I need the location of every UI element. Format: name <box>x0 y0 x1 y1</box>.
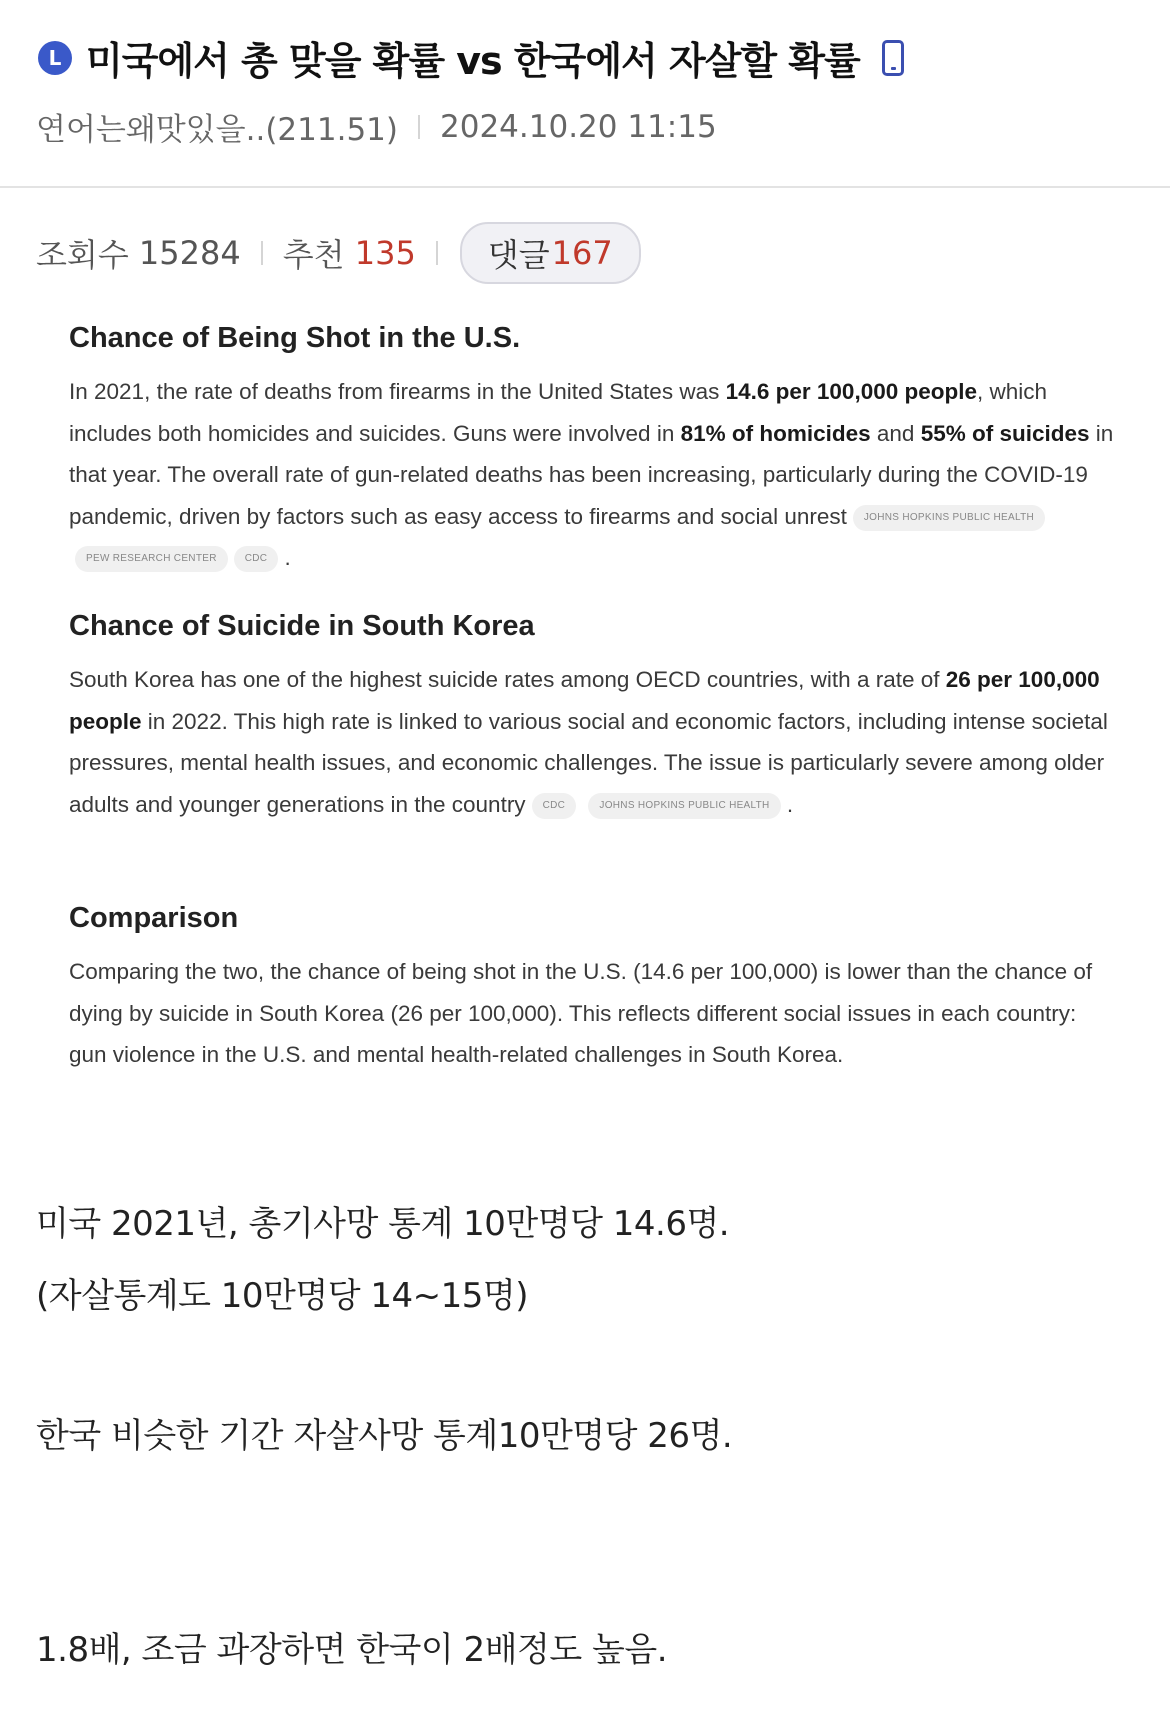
post-title: 미국에서 총 맞을 확률 vs 한국에서 자살할 확률 <box>86 39 860 83</box>
stats-divider <box>436 241 438 265</box>
recommend-label: 추천 <box>282 236 345 274</box>
comments-button[interactable] <box>460 222 641 284</box>
body-line: 1.8배, 조금 과장하면 한국이 2배정도 높음. <box>36 1630 668 1670</box>
section-heading: Chance of Suicide in South Korea <box>69 610 535 642</box>
views-label: 조회수 <box>36 236 129 274</box>
comments-count: 167 <box>551 234 613 272</box>
mobile-icon <box>882 40 904 76</box>
paragraph-text: , which includes both homicides and suicides. Guns were involved in <box>69 379 1048 446</box>
source-chip[interactable]: CDC <box>532 793 577 819</box>
post-datetime: 2024.10.20 11:15 <box>440 108 717 145</box>
source-chip[interactable]: JOHNS HOPKINS PUBLIC HEALTH <box>853 505 1045 531</box>
author-name[interactable]: 연어는왜맛있을..(211.51) <box>36 112 398 148</box>
paragraph-bold: 26 per 100,000 people <box>69 667 1100 734</box>
section-paragraph: In 2021, the rate of deaths from firearms in the United States was 14.6 per 100,000 people, which includes both homicides and suicides. Guns were involved in 81% of homicides and 55% of suicides in that year. The overall rate of gun-related deaths has been increasing, particularly during the COVID-19 pandemic, driven by factors such as easy access to firearms and social unrest JOHNS HOPKINS PUBLIC HEALTHPEW RESEARCH CENTER CDC . <box>69 371 1119 579</box>
section-paragraph: South Korea has one of the highest suicide rates among OECD countries, with a rate of 26 per 100,000 people in 2022. This high rate is linked to various social and economic factors, including intense societal pressures, mental health issues, and economic challenges. The issue is particularly severe among older adults and younger generations in the country CDC JOHNS HOPKINS PUBLIC HEALTH . <box>69 659 1119 825</box>
post-meta <box>36 104 717 149</box>
body-line: 미국 2021년, 총기사망 통계 10만명당 14.6명. <box>36 1204 730 1244</box>
source-chip[interactable]: CDC <box>234 546 279 572</box>
ai-section-korea <box>69 610 1119 825</box>
paragraph-bold: 55% of suicides <box>920 420 1090 446</box>
section-paragraph: Comparing the two, the chance of being shot in the U.S. (14.6 per 100,000) is lower than the chance of dying by suicide in South Korea (26 per 100,000). This reflects different social issues in each country: gun violence in the U.S. and mental health-related challenges in South Korea. <box>69 959 1093 1067</box>
source-chip[interactable]: JOHNS HOPKINS PUBLIC HEALTH <box>588 793 780 819</box>
meta-divider <box>418 115 420 139</box>
post-stats <box>36 222 641 284</box>
body-line: (자살통계도 10만명당 14~15명) <box>36 1276 529 1316</box>
ai-section-us <box>69 322 1119 579</box>
source-chip[interactable]: PEW RESEARCH CENTER <box>75 546 228 572</box>
title-row <box>38 30 904 85</box>
views-count: 15284 <box>138 234 241 272</box>
ai-section-comparison <box>69 902 1119 1076</box>
paragraph-text: in that year. The overall rate of gun-related deaths has been increasing, particularly during the COVID-19 pandemic, driven by factors such as easy access to firearms and social unrest <box>69 420 1114 529</box>
comments-label: 댓글 <box>487 236 550 274</box>
paragraph-text: and <box>870 420 921 446</box>
paragraph-text: South Korea has one of the highest suicide rates among OECD countries, with a rate of <box>69 667 946 692</box>
body-line: 한국 비슷한 기간 자살사망 통계10만명당 26명. <box>36 1416 733 1456</box>
section-heading: Comparison <box>69 902 239 934</box>
paragraph-text: in 2022. This high rate is linked to various social and economic factors, including intense societal pressures, mental health issues, and economic challenges. The issue is particularly severe among older adults and younger generations in the country <box>69 708 1108 817</box>
post-header <box>0 0 1170 188</box>
level-badge: L <box>38 41 72 75</box>
recommend-count: 135 <box>354 234 416 272</box>
paragraph-text: In 2021, the rate of deaths from firearms in the United States was <box>69 379 726 404</box>
paragraph-bold: 81% of homicides <box>680 420 871 446</box>
paragraph-bold: 14.6 per 100,000 people <box>725 379 977 404</box>
stats-divider <box>261 241 263 265</box>
section-heading: Chance of Being Shot in the U.S. <box>69 322 521 354</box>
